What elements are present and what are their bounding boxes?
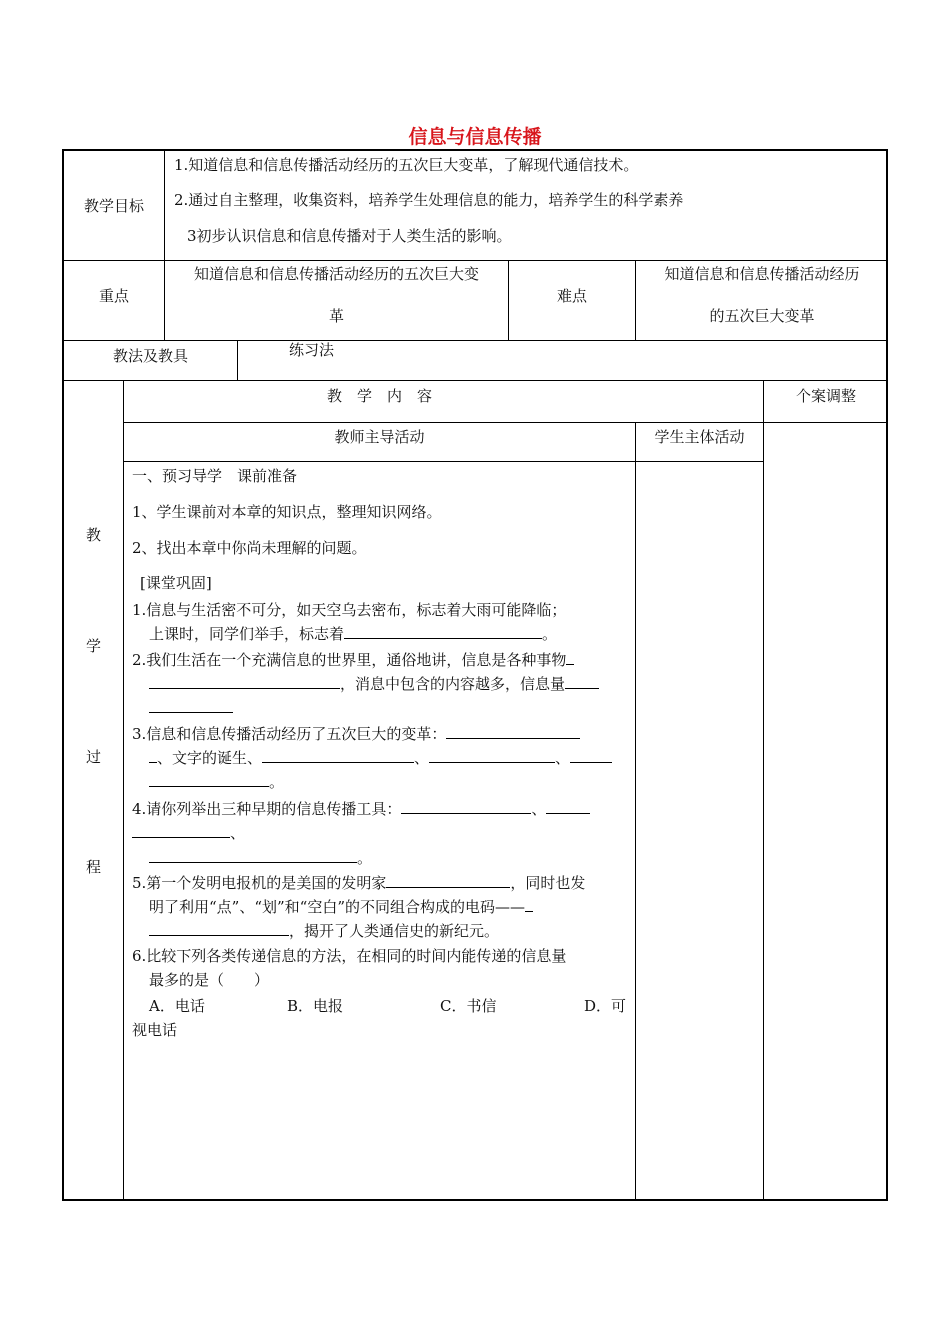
answer-blank[interactable] — [149, 674, 340, 689]
question-2-cont: ，消息中包含的内容越多，信息量 — [149, 674, 599, 694]
teacher-header: 教师主导活动 — [334, 428, 425, 446]
answer-blank[interactable] — [132, 823, 230, 838]
answer-blank[interactable] — [525, 897, 533, 912]
objectives-label: 教学目标 — [83, 197, 144, 215]
difficulty-text: 知道信息和信息传播活动经历 — [664, 265, 860, 283]
question-5-cont: 明了利用“点”、“划”和“空白”的不同组合构成的电码—— — [149, 897, 533, 917]
student-header: 学生主体活动 — [654, 428, 745, 446]
answer-blank[interactable] — [262, 748, 414, 763]
content-line: 2、找出本章中你尚未理解的问题。 — [132, 539, 367, 557]
col-divider — [635, 422, 636, 1200]
answer-blank[interactable] — [546, 799, 590, 814]
question-3-cont: 。 — [149, 772, 284, 792]
question-4-cont: 、 — [132, 823, 245, 843]
content-header: 教 学 内 容 — [326, 387, 432, 405]
process-label-char: 程 — [85, 858, 101, 876]
process-label-char: 过 — [85, 748, 101, 766]
answer-blank[interactable] — [149, 772, 269, 787]
difficulty-text: 的五次巨大变革 — [709, 307, 815, 325]
option-d-cont: 视电话 — [132, 1021, 178, 1039]
question-2-cont — [149, 698, 233, 718]
answer-blank[interactable] — [149, 848, 357, 863]
answer-blank[interactable] — [570, 748, 612, 763]
question-1: 1.信息与生活密不可分，如天空乌去密布，标志着大雨可能降临； — [132, 601, 567, 619]
question-3-cont: 、文字的诞生、 、 、 — [149, 748, 612, 768]
col-divider — [763, 380, 764, 1200]
keypoint-label: 重点 — [98, 287, 129, 305]
question-1-cont: 上课时，同学们举手，标志着 。 — [149, 625, 558, 643]
process-label-char: 教 — [85, 526, 101, 544]
question-6: 6.比较下列各类传递信息的方法，在相同的时间内能传递的信息量 — [132, 947, 567, 965]
objective-item: 1.知道信息和信息传播活动经历的五次巨大变革，了解现代通信技术。 — [174, 156, 639, 174]
question-4: 4.请你列举出三种早期的信息传播工具： 、 — [132, 799, 590, 819]
row-divider — [123, 422, 888, 423]
answer-blank[interactable] — [566, 650, 574, 665]
option-a[interactable]: A．电话 — [149, 997, 205, 1015]
answer-blank[interactable] — [386, 873, 510, 888]
row-divider — [62, 340, 888, 341]
option-c[interactable]: C．书信 — [440, 997, 497, 1015]
method-value: 练习法 — [289, 341, 335, 359]
content-line: 1、学生课前对本章的知识点，整理知识网络。 — [132, 503, 442, 521]
answer-blank[interactable] — [401, 799, 531, 814]
question-3: 3.信息和信息传播活动经历了五次巨大的变革： — [132, 724, 580, 744]
adjust-header: 个案调整 — [795, 387, 856, 405]
page-title: 信息与信息传播 — [408, 126, 542, 148]
question-4-cont: 。 — [149, 848, 372, 868]
section-heading: [课堂巩固] — [140, 574, 212, 592]
option-b[interactable]: B．电报 — [287, 997, 344, 1015]
option-d[interactable]: D．可 — [584, 997, 627, 1015]
process-label-char: 学 — [85, 637, 101, 655]
section-heading: 一、预习导学 课前准备 — [132, 467, 298, 485]
method-label: 教法及教具 — [112, 347, 188, 365]
question-5-cont: ，揭开了人类通信史的新纪元。 — [149, 921, 499, 941]
answer-blank[interactable] — [149, 921, 289, 936]
answer-blank[interactable] — [565, 674, 599, 689]
question-6-cont: 最多的是（ ） — [149, 971, 270, 989]
objective-item: 3初步认识信息和信息传播对于人类生活的影响。 — [187, 227, 512, 245]
difficulty-label: 难点 — [556, 287, 587, 305]
keypoint-text: 知道信息和信息传播活动经历的五次巨大变 — [193, 265, 479, 283]
objective-item: 2.通过自主整理，收集资料，培养学生处理信息的能力，培养学生的科学素养 — [174, 191, 684, 209]
answer-blank[interactable] — [149, 748, 157, 763]
answer-blank[interactable] — [429, 748, 555, 763]
row-divider — [62, 380, 888, 381]
question-5: 5.第一个发明电报机的是美国的发明家 ，同时也发 — [132, 874, 586, 892]
answer-blank[interactable] — [149, 698, 233, 713]
answer-blank[interactable] — [344, 624, 542, 639]
question-2: 2.我们生活在一个充满信息的世界里，通俗地讲，信息是各种事物 — [132, 650, 574, 670]
row-divider — [62, 260, 888, 261]
col-divider — [237, 340, 238, 380]
col-divider — [123, 380, 124, 1200]
row-divider — [123, 461, 763, 462]
keypoint-text: 革 — [328, 307, 344, 325]
answer-blank[interactable] — [446, 724, 580, 739]
